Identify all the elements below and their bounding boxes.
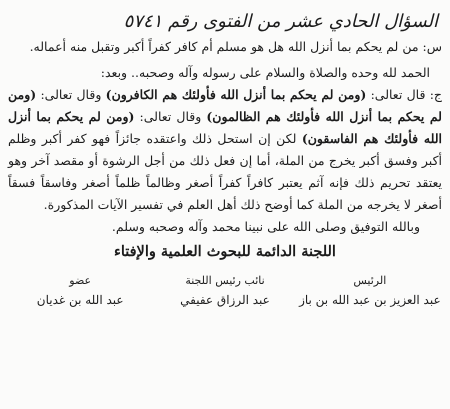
answer-paragraph — [8, 84, 442, 216]
signature-title: نائب رئيس اللجنة — [185, 274, 265, 287]
answer-prefix-2: وقال تعالى: — [36, 87, 102, 102]
quran-verse-2: (ومن لم يحكم بما أنزل الله فأولئك هم الظالمون) — [8, 87, 442, 124]
closing-line: وبالله التوفيق وصلى الله على نبينا محمد وآله وصحبه وسلم. — [111, 219, 420, 234]
answer-body: لكن إن استحل ذلك واعتقده جائزاً فهو كفر أكبر وظلم أكبر وفسق أكبر يخرج من الملة، أما إن فعل ذلك من أجل الرشوة أو مقصد آخر وهو يعتقد تحريم ذلك فإنه آثم يعتبر كافراً كفراً أصغر وظالماً ظلماً أصغر وفاسقاً فسقاً أصغر لا يخرجه من الملة كما أوضح ذلك أهل العلم في تفسير الآيات المذكورة. — [8, 131, 442, 212]
signature-name: عبد الرزاق عفيفي — [180, 293, 270, 307]
signature-name: عبد الله بن غديان — [36, 293, 124, 307]
signature-name: عبد العزيز بن عبد الله بن باز — [299, 293, 441, 307]
answer-suffix-2: وقال تعالى: — [134, 109, 207, 124]
praise-line: الحمد لله وحده والصلاة والسلام على رسوله وآله وصحبه.. وبعد: — [100, 65, 430, 80]
signature-chairman — [299, 272, 441, 310]
signature-title: عضو — [69, 274, 92, 287]
question-text: س: من لم يحكم بما أنزل الله هل هو مسلم أم كافر كفراً أكبر وتقبل منه أعماله. — [29, 39, 442, 54]
signature-title: الرئيس — [353, 274, 387, 287]
signature-block — [8, 272, 442, 310]
committee-name: اللجنة الدائمة للبحوث العلمية والإفتاء — [114, 243, 336, 260]
quran-verse-1: (ومن لم يحكم بما أنزل الله فأولئك هم الكافرون) — [105, 87, 367, 102]
signature-vice-chairman — [157, 272, 293, 310]
answer-prefix-1: ج: قال تعالى: — [366, 87, 443, 102]
signature-member — [12, 272, 148, 310]
quran-verse-3: (ومن لم يحكم بما أنزل الله فأولئك هم الفاسقون) — [8, 109, 442, 146]
fatwa-heading: السؤال الحادي عشر من الفتوى رقم ٥٧٤١ — [123, 11, 438, 32]
